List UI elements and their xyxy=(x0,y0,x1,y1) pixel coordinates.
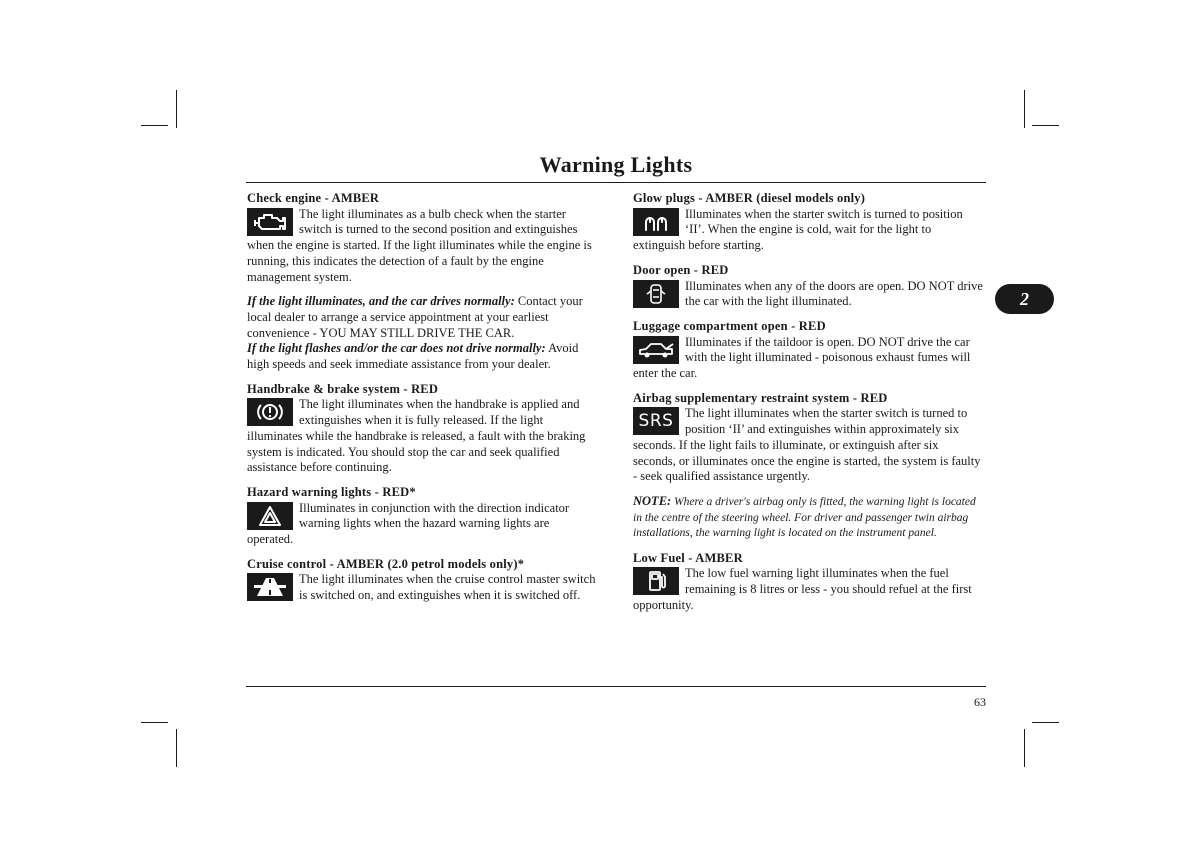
section-heading: Hazard warning lights - RED* xyxy=(247,484,416,499)
left-column xyxy=(247,191,597,613)
section-heading: Cruise control - AMBER (2.0 petrol models only)* xyxy=(247,556,525,571)
section-text: Illuminates if the taildoor is open. DO NOT drive the car with the light illuminated - poisonous exhaust fumes will enter the car. xyxy=(633,334,971,381)
section-text: The light illuminates when the cruise control master switch is switched on, and extinguishes when it is switched off. xyxy=(299,572,596,603)
lead-text: If the light flashes and/or the car does not drive normally: xyxy=(247,341,546,356)
section-handbrake xyxy=(247,382,597,476)
note-lead: NOTE: xyxy=(633,493,672,508)
section-text: The light illuminates when the handbrake is applied and extinguishes when it is fully released. If the light illuminates while the handbrake is released, a fault with the braking system is indicated. You should stop the car and seek qualified assistance before continuing. xyxy=(247,397,586,475)
brake-icon xyxy=(247,398,293,426)
crop-mark xyxy=(141,722,168,723)
section-check-engine xyxy=(247,191,597,373)
footer-rule xyxy=(246,686,986,687)
body-text: Avoid high speeds and seek immediate assistance from your dealer. xyxy=(247,341,579,372)
section-hazard xyxy=(247,485,597,548)
section-airbag xyxy=(633,391,983,542)
section-glow-plugs xyxy=(633,191,983,254)
section-text xyxy=(247,294,597,341)
crop-mark xyxy=(141,125,168,126)
section-text: Illuminates in conjunction with the direction indicator warning lights when the hazard warning lights are operated. xyxy=(247,500,570,547)
section-heading: Airbag supplementary restraint system - RED xyxy=(633,390,888,405)
section-text xyxy=(247,341,597,372)
right-column xyxy=(633,191,983,623)
section-low-fuel xyxy=(633,551,983,614)
section-heading: Luggage compartment open - RED xyxy=(633,318,826,333)
chapter-tab: 2 xyxy=(995,284,1054,314)
note-body: Where a driver's airbag only is fitted, the warning light is located in the centre of the steering wheel. For driver and passenger twin airbag installations, the warning light is located on the instrument panel. xyxy=(633,495,976,540)
glow-plug-icon xyxy=(633,208,679,236)
section-heading: Door open - RED xyxy=(633,262,729,277)
srs-icon: SRS xyxy=(633,407,679,435)
section-heading: Glow plugs - AMBER (diesel models only) xyxy=(633,191,866,205)
section-heading: Low Fuel - AMBER xyxy=(633,550,743,565)
page-title: Warning Lights xyxy=(539,152,693,177)
section-text: The light illuminates when the starter switch is turned to position ‘II’ and extinguishes within approximately six seconds. If the light fails to illuminate, or extinguish after six seconds, or illuminates once the engine is started, the system is faulty - seek qualified assistance urgently. xyxy=(633,406,981,484)
cruise-road-icon xyxy=(247,573,293,601)
section-cruise xyxy=(247,557,597,604)
hazard-triangle-icon xyxy=(247,502,293,530)
engine-icon xyxy=(247,208,293,236)
section-door-open xyxy=(633,263,983,310)
title-rule xyxy=(246,182,986,183)
crop-mark xyxy=(176,90,177,128)
boot-open-icon xyxy=(633,336,679,364)
body-text: Contact your local dealer to arrange a service appointment at your earliest convenience - YOU MAY STILL DRIVE THE CAR. xyxy=(247,294,583,340)
section-luggage-open xyxy=(633,319,983,382)
lead-text: If the light illuminates, and the car drives normally: xyxy=(247,294,515,309)
section-text: The low fuel warning light illuminates when the fuel remaining is 8 litres or less - you should refuel at the first opportunity. xyxy=(633,566,972,612)
crop-mark xyxy=(1024,729,1025,767)
crop-mark xyxy=(176,729,177,767)
page-number: 63 xyxy=(974,695,986,709)
section-text: Illuminates when any of the doors are open. DO NOT drive the car with the light illuminated. xyxy=(685,278,983,309)
section-heading: Check engine - AMBER xyxy=(247,191,380,205)
fuel-pump-icon xyxy=(633,567,679,595)
crop-mark xyxy=(1024,90,1025,128)
section-text: Illuminates when the starter switch is turned to position ‘II’. When the engine is cold, wait for the light to extinguish before starting. xyxy=(633,206,963,253)
door-open-icon xyxy=(633,280,679,308)
crop-mark xyxy=(1032,125,1059,126)
note-text xyxy=(633,494,983,542)
section-heading: Handbrake & brake system - RED xyxy=(247,381,439,396)
section-text: The light illuminates as a bulb check when the starter switch is turned to the second position and extinguishes when the engine is started. If the light illuminates while the engine is running, this indicates the detection of a fault by the engine management system. xyxy=(247,206,592,284)
crop-mark xyxy=(1032,722,1059,723)
